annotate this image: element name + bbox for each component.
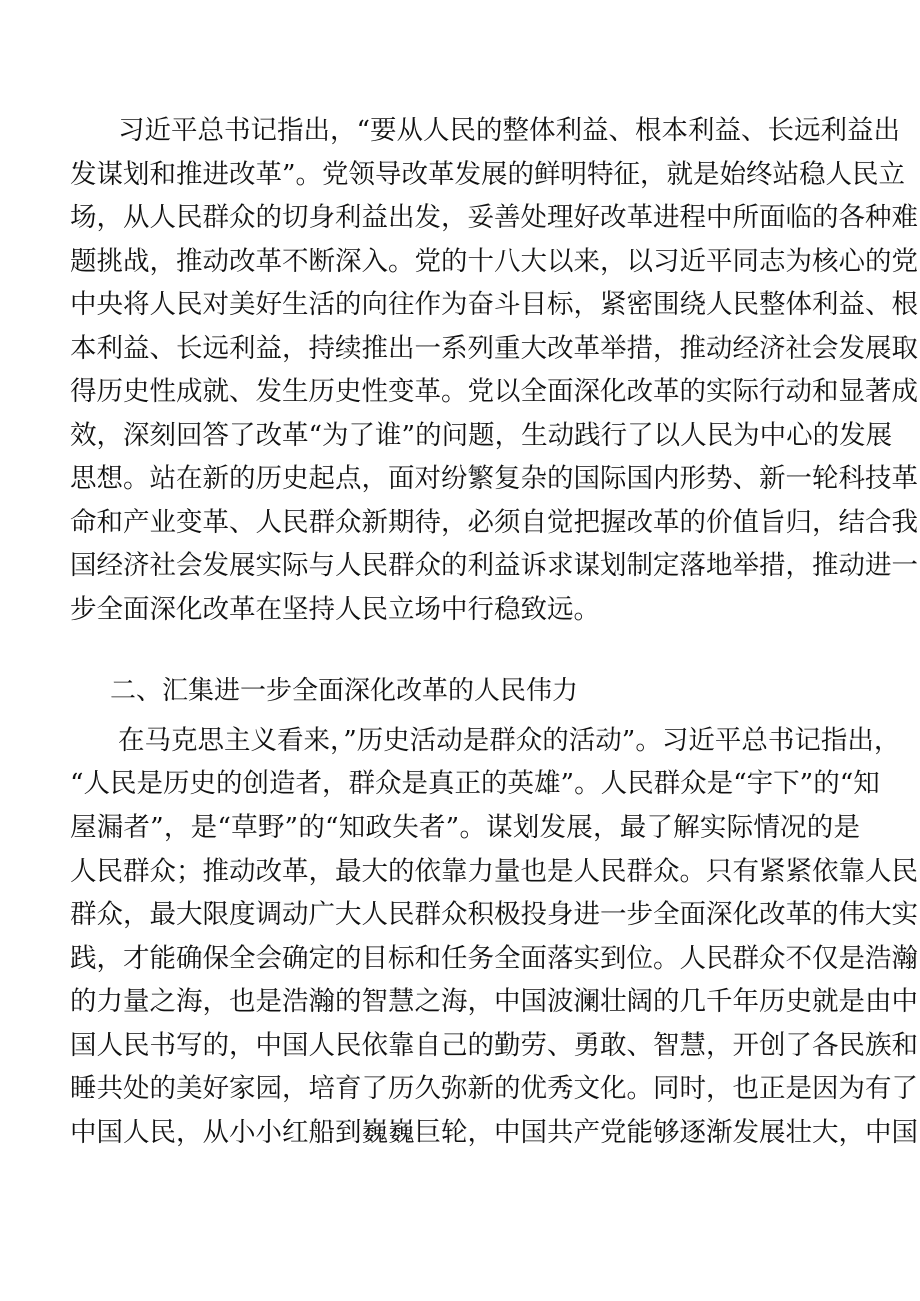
text-line: 效，深刻回答了改革“为了谁”的问题，生动践行了以人民为中心的发展 [70,420,893,451]
text-line: 命和产业变革、人民群众新期待，必须自觉把握改革的价值旨归，结合我 [70,507,918,538]
text-line: 的力量之海，也是浩瀚的智慧之海，中国波澜壮阔的几千年历史就是由中 [70,986,918,1017]
text-line: 本利益、长远利益，持续推出一系列重大改革举措，推动经济社会发展取 [70,333,918,364]
text-line: “人民是历史的创造者，群众是真正的英雄”。人民群众是“宇下”的“知 [70,768,880,799]
text-line: 践，才能确保全会确定的目标和任务全面落实到位。人民群众不仅是浩瀚 [70,943,918,974]
text-line: 中央将人民对美好生活的向往作为奋斗目标，紧密围绕人民整体利益、根 [70,289,918,320]
section-heading: 二、汇集进一步全面深化改革的人民伟力 [110,676,579,706]
text-line: 国人民书写的，中国人民依靠自己的勤劳、勇敢、智慧，开创了各民族和 [70,1030,918,1061]
text-line: 群众，最大限度调动广大人民群众积极投身进一步全面深化改革的伟大实 [70,899,918,930]
text-line: 睡共处的美好家园，培育了历久弥新的优秀文化。同时，也正是因为有了 [70,1073,918,1104]
text-line: 国经济社会发展实际与人民群众的利益诉求谋划制定落地举措，推动进一 [70,550,918,581]
text-line: 步全面深化改革在坚持人民立场中行稳致远。 [70,594,600,625]
text-line: 题挑战，推动改革不断深入。党的十八大以来，以习近平同志为核心的党 [70,246,918,277]
text-line: 得历史性成就、发生历史性变革。党以全面深化改革的实际行动和显著成 [70,376,918,407]
text-line: 场，从人民群众的切身利益出发，妥善处理好改革进程中所面临的各种难 [70,202,918,233]
text-line: 中国人民，从小小红船到巍巍巨轮，中国共产党能够逐渐发展壮大，中国 [70,1117,918,1148]
text-line: 在马克思主义看来，”历史活动是群众的活动”。习近平总书记指出， [118,725,901,756]
text-line: 屋漏者”，是“草野”的“知政失者”。谋划发展，最了解实际情况的是 [70,812,860,843]
text-line: 发谋划和推进改革”。党领导改革发展的鲜明特征，就是始终站稳人民立 [70,159,906,190]
text-line: 人民群众；推动改革，最大的依靠力量也是人民群众。只有紧紧依靠人民 [70,856,918,887]
text-line: 习近平总书记指出，“要从人民的整体利益、根本利益、长远利益出 [118,115,901,146]
text-line: 思想。站在新的历史起点，面对纷繁复杂的国际国内形势、新一轮科技革 [70,463,918,494]
